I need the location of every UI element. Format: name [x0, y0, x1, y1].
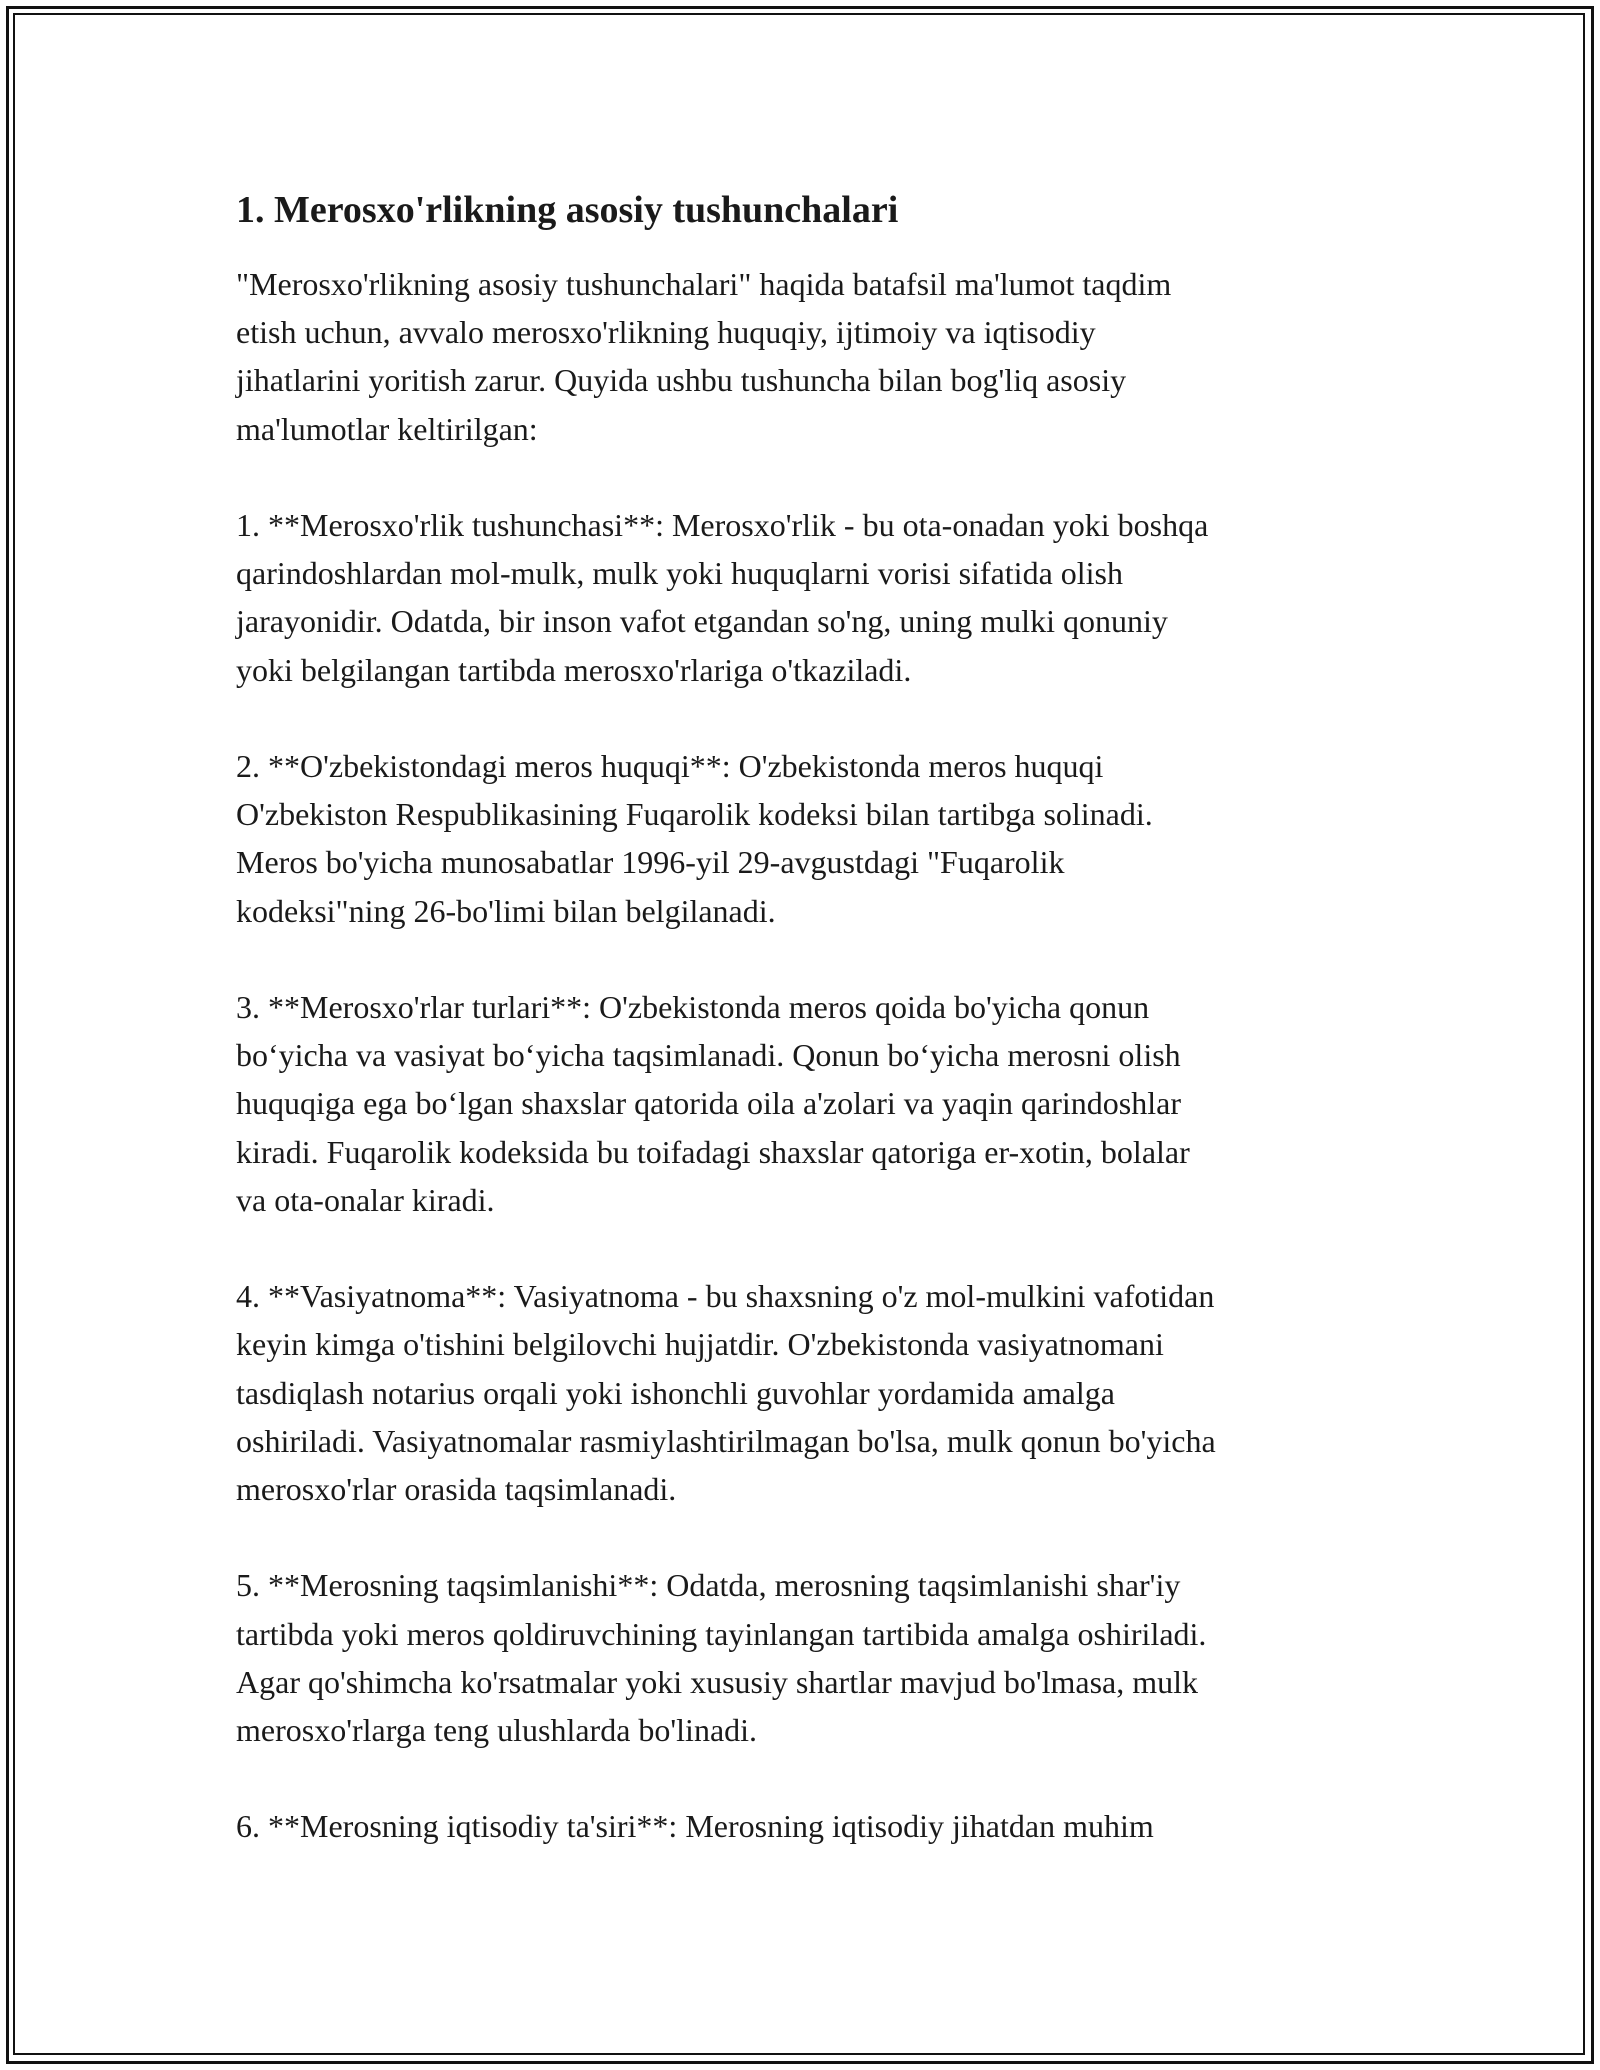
text-line: ma'lumotlar keltirilgan: — [236, 410, 538, 447]
text-line: tartibda yoki meros qoldiruvchining tayinlangan tartibida amalga oshiriladi. — [236, 1615, 1207, 1652]
text-line: tasdiqlash notarius orqali yoki ishonchli guvohlar yordamida amalga — [236, 1374, 1115, 1411]
document-heading: 1. Merosxo'rlikning asosiy tushunchalari — [236, 189, 899, 231]
text-line: merosxo'rlarga teng ulushlarda bo'linadi. — [236, 1712, 758, 1749]
paragraph-gap — [236, 1513, 1396, 1561]
text-line: 2. **O'zbekistondagi meros huquqi**: O'zbekistonda meros huquqi — [236, 748, 1104, 784]
paragraph-gap — [236, 935, 1396, 983]
paragraph-gap — [236, 694, 1396, 742]
paragraph-gap — [236, 453, 1396, 501]
text-line: jarayonidir. Odatda, bir inson vafot etgandan so'ng, uning mulki qonuniy — [236, 603, 1168, 640]
paragraph-item-4 — [236, 1272, 1396, 1513]
text-line: yoki belgilangan tartibda merosxo'rlariga o'tkaziladi. — [236, 651, 912, 688]
text-line: 3. **Merosxo'rlar turlari**: O'zbekistonda meros qoida bo'yicha qonun — [236, 989, 1150, 1025]
paragraph-item-2 — [236, 742, 1396, 935]
paragraph-item-3 — [236, 983, 1396, 1224]
text-line: merosxo'rlar orasida taqsimlanadi. — [236, 1471, 677, 1508]
paragraph-intro — [236, 260, 1396, 453]
text-line: 5. **Merosning taqsimlanishi**: Odatda, merosning taqsimlanishi shar'iy — [236, 1567, 1181, 1604]
text-line: etish uchun, avvalo merosxo'rlikning huquqiy, ijtimoiy va iqtisodiy — [236, 314, 1096, 351]
text-line: qarindoshlardan mol-mulk, mulk yoki huquqlarni vorisi sifatida olish — [236, 555, 1123, 592]
paragraph-gap — [236, 1754, 1396, 1802]
text-line: O'zbekiston Respublikasining Fuqarolik kodeksi bilan tartibga solinadi. — [236, 796, 1153, 833]
text-line: kiradi. Fuqarolik kodeksida bu toifadagi shaxslar qatoriga er-xotin, bolalar — [236, 1133, 1190, 1170]
text-line: huquqiga ega bo‘lgan shaxslar qatorida oila a'zolari va yaqin qarindoshlar — [236, 1085, 1181, 1122]
text-line: 4. **Vasiyatnoma**: Vasiyatnoma - bu shaxsning o'z mol-mulkini vafotidan — [236, 1278, 1215, 1315]
text-line: jihatlarini yoritish zarur. Quyida ushbu tushuncha bilan bog'liq asosiy — [236, 362, 1127, 399]
text-line: va ota-onalar kiradi. — [236, 1181, 495, 1218]
text-line: 1. **Merosxo'rlik tushunchasi**: Merosxo'rlik - bu ota-onadan yoki boshqa — [236, 507, 1209, 543]
paragraph-item-1 — [236, 501, 1396, 694]
text-line: 6. **Merosning iqtisodiy ta'siri**: Merosning iqtisodiy jihatdan muhim — [236, 1808, 1154, 1845]
text-line: keyin kimga o'tishini belgilovchi hujjatdir. O'zbekistonda vasiyatnomani — [236, 1326, 1164, 1363]
paragraph-item-6 — [236, 1802, 1396, 1850]
text-line: "Merosxo'rlikning asosiy tushunchalari" haqida batafsil ma'lumot taqdim — [236, 266, 1172, 302]
text-line: Meros bo'yicha munosabatlar 1996-yil 29-avgustdagi "Fuqarolik — [236, 844, 1065, 881]
text-line: kodeksi"ning 26-bo'limi bilan belgilanadi. — [236, 892, 776, 929]
text-line: bo‘yicha va vasiyat bo‘yicha taqsimlanadi. Qonun bo‘yicha merosni olish — [236, 1037, 1181, 1074]
paragraph-gap — [236, 1224, 1396, 1272]
document-body — [236, 186, 1396, 1851]
text-line: Agar qo'shimcha ko'rsatmalar yoki xususiy shartlar mavjud bo'lmasa, mulk — [236, 1663, 1198, 1700]
paragraph-item-5 — [236, 1561, 1396, 1754]
text-line: oshiriladi. Vasiyatnomalar rasmiylashtirilmagan bo'lsa, mulk qonun bo'yicha — [236, 1422, 1216, 1459]
